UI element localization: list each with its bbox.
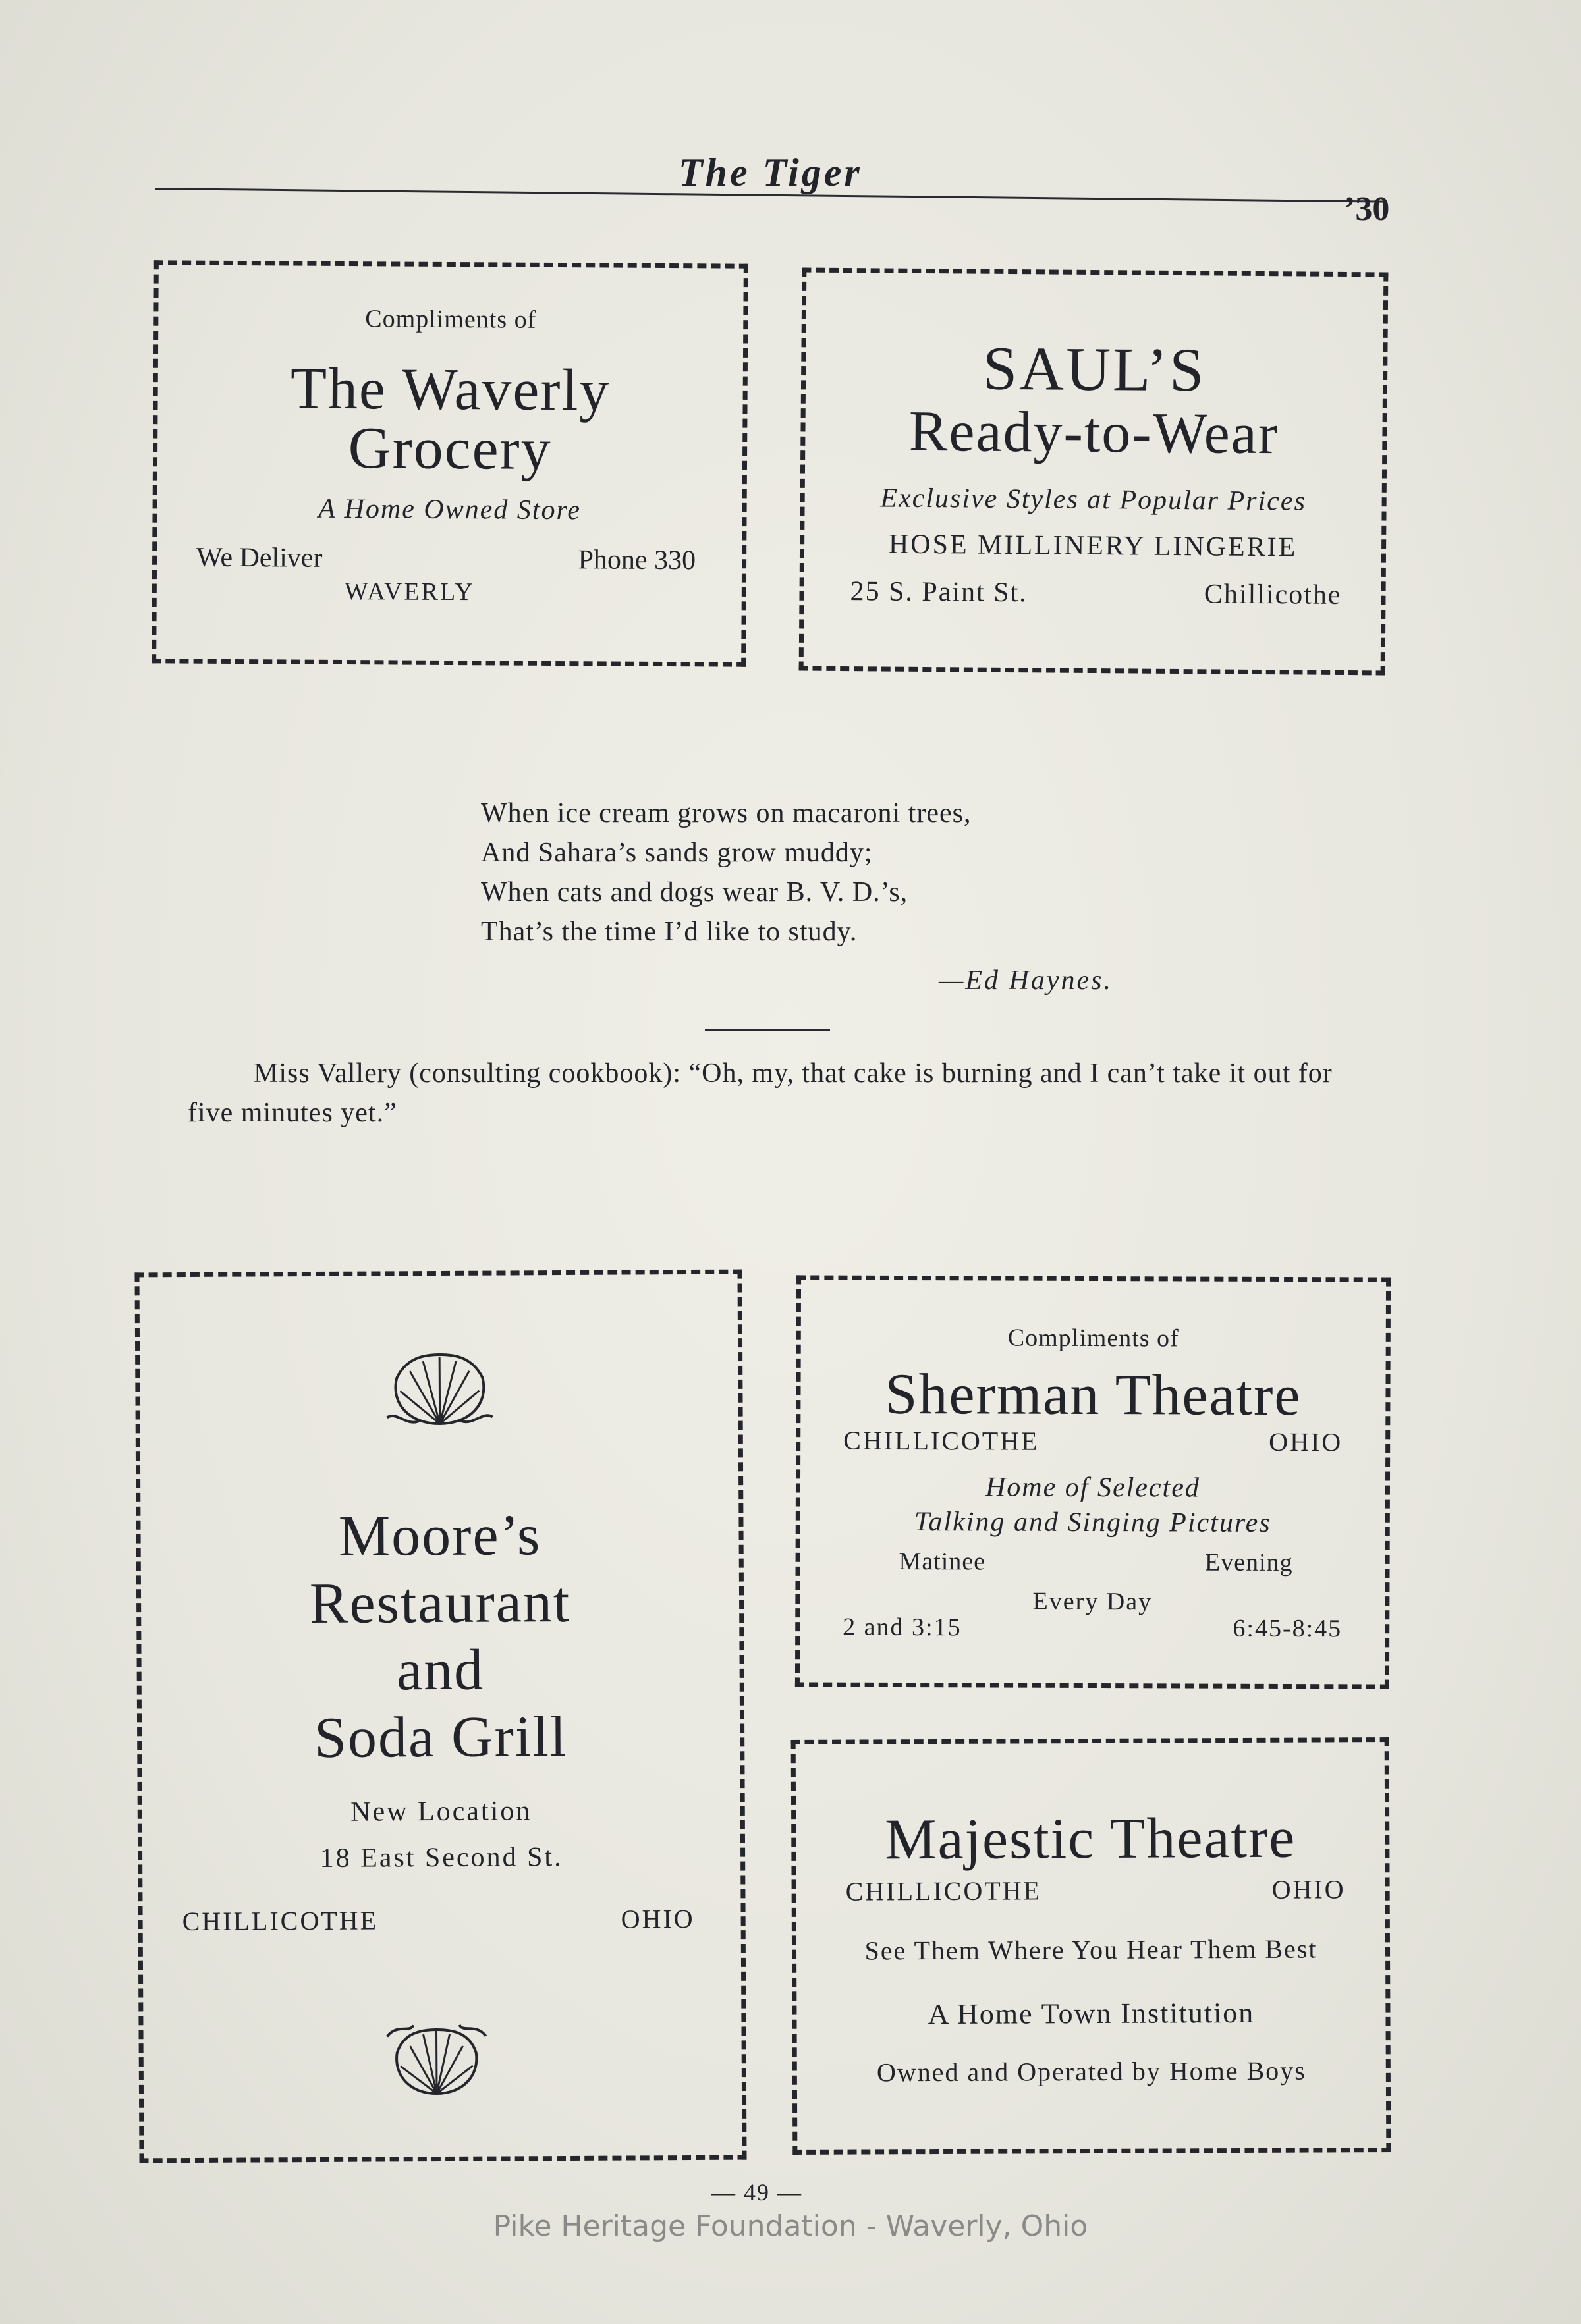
ad-every-day: Every Day bbox=[1032, 1587, 1153, 1616]
ad-tagline: Home of Selected bbox=[985, 1472, 1200, 1503]
ad-city: CHILLICOTHE bbox=[182, 1905, 379, 1937]
ad-city: Chillicothe bbox=[1204, 579, 1342, 610]
ad-business-name: and bbox=[396, 1638, 485, 1703]
ad-city: CHILLICOTHE bbox=[843, 1425, 1040, 1456]
ad-state: OHIO bbox=[1269, 1426, 1343, 1457]
ad-business-name: Restaurant bbox=[309, 1570, 571, 1636]
ad-tagline: A Home Owned Store bbox=[318, 493, 582, 526]
ad-moores-restaurant bbox=[134, 1270, 746, 2163]
ad-business-name: Sherman Theatre bbox=[885, 1362, 1302, 1428]
ad-address: 25 S. Paint St. bbox=[850, 576, 1028, 608]
ad-slogan: Owned and Operated by Home Boys bbox=[876, 2055, 1306, 2088]
ad-matinee-label: Matinee bbox=[899, 1547, 986, 1576]
section-divider bbox=[705, 1029, 830, 1031]
running-header-year: ’30 bbox=[1344, 190, 1390, 228]
poem-author: —Ed Haynes. bbox=[939, 965, 1113, 996]
ad-phone: Phone 330 bbox=[578, 545, 696, 576]
ad-evening-times: 6:45-8:45 bbox=[1233, 1614, 1343, 1643]
ad-slogan: See Them Where You Hear Them Best bbox=[864, 1933, 1318, 1966]
ad-matinee-times: 2 and 3:15 bbox=[843, 1613, 962, 1642]
ad-business-name: The Waverly bbox=[290, 356, 611, 423]
ad-town: WAVERLY bbox=[344, 578, 475, 607]
ad-business-name: SAUL’S bbox=[982, 334, 1206, 405]
shell-ornament-icon bbox=[383, 1351, 496, 1431]
ad-compliments: Compliments of bbox=[365, 305, 537, 334]
poem-line: When ice cream grows on macaroni trees, bbox=[481, 798, 972, 828]
poem-line: That’s the time I’d like to study. bbox=[481, 917, 858, 947]
ad-business-name: Soda Grill bbox=[314, 1704, 568, 1771]
ad-slogan: A Home Town Institution bbox=[928, 1996, 1255, 2031]
ad-state: OHIO bbox=[1271, 1874, 1346, 1905]
ad-business-name: Majestic Theatre bbox=[885, 1806, 1296, 1872]
poem-line: When cats and dogs wear B. V. D.’s, bbox=[481, 877, 908, 907]
ad-address: 18 East Second St. bbox=[319, 1842, 563, 1874]
ad-tagline: Talking and Singing Pictures bbox=[914, 1507, 1271, 1538]
joke-text: Miss Vallery (consulting cookbook): “Oh, my, that cake is burning and I can’t take it out for five minutes yet.” bbox=[188, 1058, 1333, 1128]
poem-line: And Sahara’s sands grow muddy; bbox=[481, 838, 873, 868]
ad-majestic-theatre bbox=[791, 1737, 1391, 2155]
running-header-title: The Tiger bbox=[679, 151, 862, 194]
ad-delivery-note: We Deliver bbox=[196, 542, 323, 574]
ad-business-name: Grocery bbox=[348, 416, 552, 482]
shell-ornament-icon bbox=[380, 2020, 493, 2099]
ad-tagline: Exclusive Styles at Popular Prices bbox=[880, 483, 1307, 517]
ad-location-label: New Location bbox=[350, 1796, 532, 1827]
ad-state: OHIO bbox=[621, 1903, 695, 1934]
ad-compliments: Compliments of bbox=[1007, 1324, 1179, 1353]
ad-city: CHILLICOTHE bbox=[845, 1876, 1042, 1906]
ad-goods: HOSE MILLINERY LINGERIE bbox=[888, 529, 1298, 563]
ad-business-subtitle: Ready-to-Wear bbox=[908, 399, 1279, 467]
watermark: Pike Heritage Foundation - Waverly, Ohio bbox=[493, 2209, 1088, 2243]
poem bbox=[481, 794, 1271, 952]
ad-waverly-grocery bbox=[152, 260, 748, 666]
ad-sauls-ready-to-wear bbox=[799, 268, 1389, 676]
ad-business-name: Moore’s bbox=[338, 1503, 541, 1569]
ad-evening-label: Evening bbox=[1204, 1548, 1293, 1577]
page-number: — 49 — bbox=[711, 2179, 802, 2205]
ad-sherman-theatre bbox=[795, 1275, 1391, 1689]
